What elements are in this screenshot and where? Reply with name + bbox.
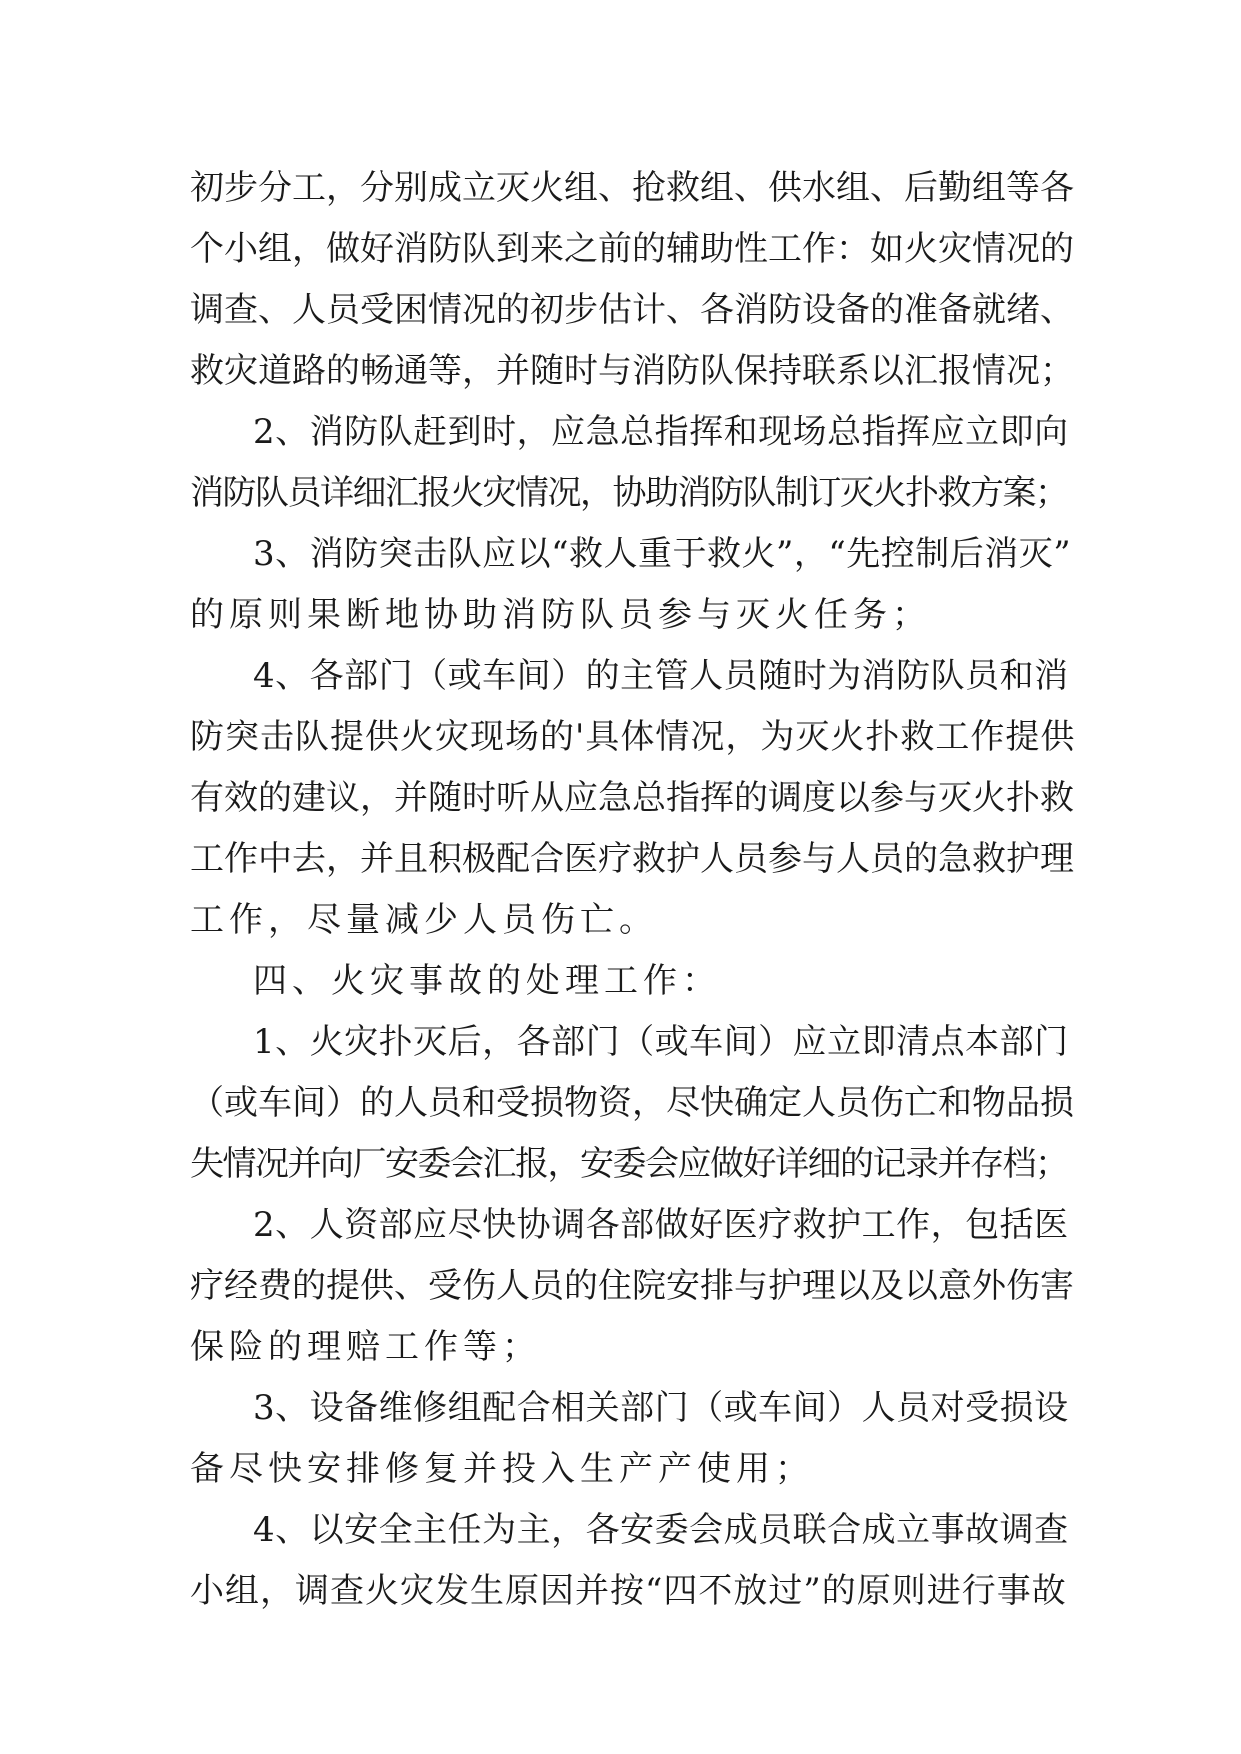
text-line: 个小组，做好消防队到来之前的辅助性工作：如火灾情况的 xyxy=(190,229,1074,269)
text-line: 3、消防突击队应以“救人重于救火”，“先控制后消灭” xyxy=(253,534,1072,574)
text-line: 2、人资部应尽快协调各部做好医疗救护工作，包括医 xyxy=(253,1205,1069,1245)
text-line: 救灾道路的畅通等，并随时与消防队保持联系以汇报情况； xyxy=(190,351,1074,391)
text-line: 防突击队提供火灾现场的'具体情况，为灭火扑救工作提供 xyxy=(190,717,1076,757)
text-line: 3、设备维修组配合相关部门（或车间）人员对受损设 xyxy=(253,1388,1069,1428)
text-line: 小组，调查火灾发生原因并按“四不放过”的原则进行事故 xyxy=(190,1571,1067,1611)
text-line: 疗经费的提供、受伤人员的住院安排与护理以及以意外伤害 xyxy=(190,1266,1074,1306)
text-line: 失情况并向厂安委会汇报，安委会应做好详细的记录并存档； xyxy=(190,1144,1068,1184)
text-line: 4、以安全主任为主，各安委会成员联合成立事故调查 xyxy=(253,1510,1069,1550)
text-line: 工作，尽量减少人员伤亡。 xyxy=(190,900,658,940)
text-line: 备尽快安排修复并投入生产产使用； xyxy=(190,1449,814,1489)
text-line: 消防队员详细汇报火灾情况，协助消防队制订灭火扑救方案； xyxy=(190,473,1068,513)
text-line: 的原则果断地协助消防队员参与灭火任务； xyxy=(190,595,931,635)
text-line: 调查、人员受困情况的初步估计、各消防设备的准备就绪、 xyxy=(190,290,1074,330)
text-line: 1、火灾扑灭后，各部门（或车间）应立即清点本部门 xyxy=(253,1022,1069,1062)
text-line: （或车间）的人员和受损物资，尽快确定人员伤亡和物品损 xyxy=(190,1083,1074,1123)
text-line: 工作中去，并且积极配合医疗救护人员参与人员的急救护理 xyxy=(190,839,1074,879)
document-body xyxy=(190,158,1075,1622)
text-line: 四、火灾事故的处理工作： xyxy=(253,961,721,1001)
text-line: 保险的理赔工作等； xyxy=(190,1327,541,1367)
text-line: 有效的建议，并随时听从应急总指挥的调度以参与灭火扑救 xyxy=(190,778,1074,818)
text-line: 初步分工，分别成立灭火组、抢救组、供水组、后勤组等各 xyxy=(190,168,1074,208)
text-line: 2、消防队赶到时，应急总指挥和现场总指挥应立即向 xyxy=(253,412,1069,452)
text-line: 4、各部门（或车间）的主管人员随时为消防队员和消 xyxy=(253,656,1069,696)
